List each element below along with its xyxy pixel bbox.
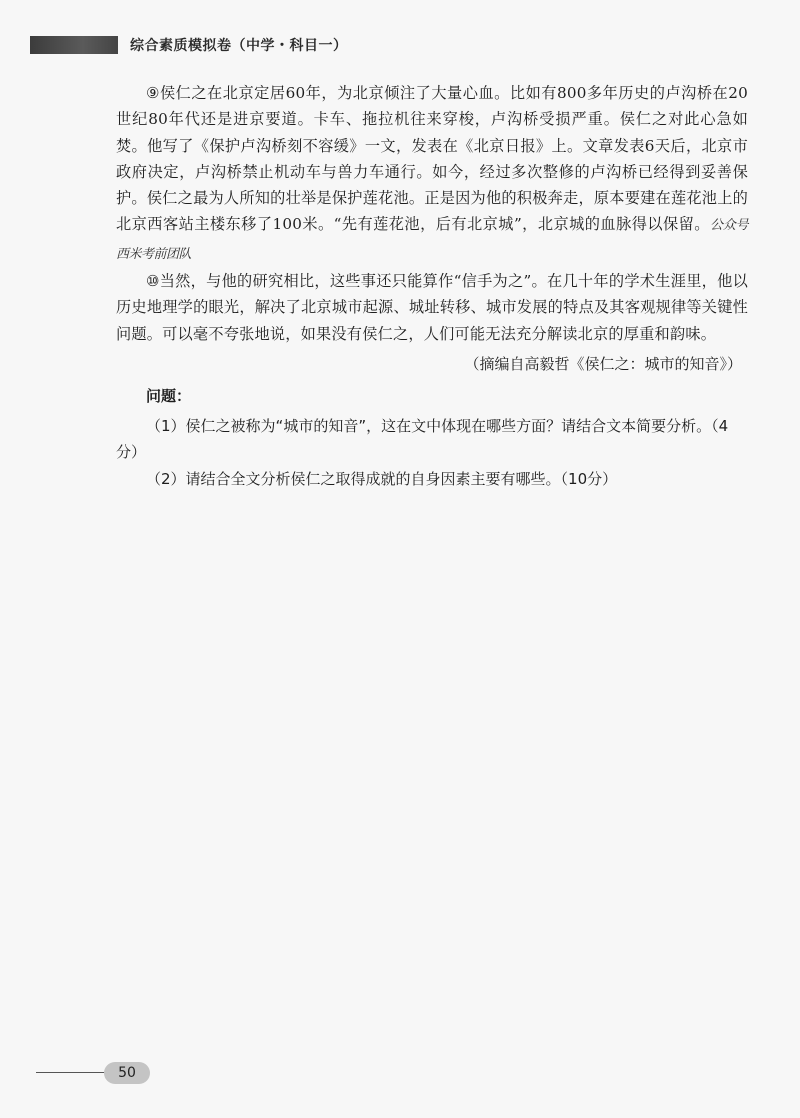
paragraph-10 [116, 268, 748, 347]
paragraph-number-10: ⑩ [146, 272, 160, 291]
article-body [116, 80, 748, 492]
page-number-badge: 50 [104, 1062, 150, 1084]
paragraph-10-text: 当然，与他的研究相比，这些事还只能算作“信手为之”。在几十年的学术生涯里，他以历史地理学的眼光，解决了北京城市起源、城址转移、城市发展的特点及其客观规律等关键性问题。可以毫不夸张地说，如果没有侯仁之，人们可能无法充分解读北京的厚重和韵味。 [116, 272, 748, 343]
paragraph-9 [116, 80, 748, 268]
question-2: （2）请结合全文分析侯仁之取得成就的自身因素主要有哪些。（10分） [146, 469, 618, 488]
footer-rule [36, 1072, 112, 1073]
article-source: （摘编自高毅哲《侯仁之：城市的知音》） [464, 354, 742, 373]
question-1: （1）侯仁之被称为“城市的知音”，这在文中体现在哪些方面？请结合文本简要分析。（4分） [116, 416, 729, 462]
paragraph-9-text: 侯仁之在北京定居60年，为北京倾注了大量心血。比如有800多年历史的卢沟桥在20世纪80年代还是进京要道。卡车、拖拉机往来穿梭，卢沟桥受损严重。侯仁之对此心急如焚。他写了《保护卢沟桥刻不容缓》一文，发表在《北京日报》上。文章发表6天后，北京市政府决定，卢沟桥禁止机动车与兽力车通行。如今，经过多次整修的卢沟桥已经得到妥善保护。侯仁之最为人所知的壮举是保护莲花池。正是因为他的积极奔走，原本要建在莲花池上的北京西客站主楼东移了100米。“先有莲花池，后有北京城”，北京城的血脉得以保留。 [116, 84, 748, 234]
page-header-title: 综合素质模拟卷（中学・科目一） [130, 38, 348, 54]
paragraph-number-9: ⑨ [146, 84, 160, 102]
questions-heading: 问题： [146, 386, 192, 405]
header-decor-bar [30, 36, 118, 54]
watermark-text: 公众号西米考前团队 [116, 218, 748, 262]
